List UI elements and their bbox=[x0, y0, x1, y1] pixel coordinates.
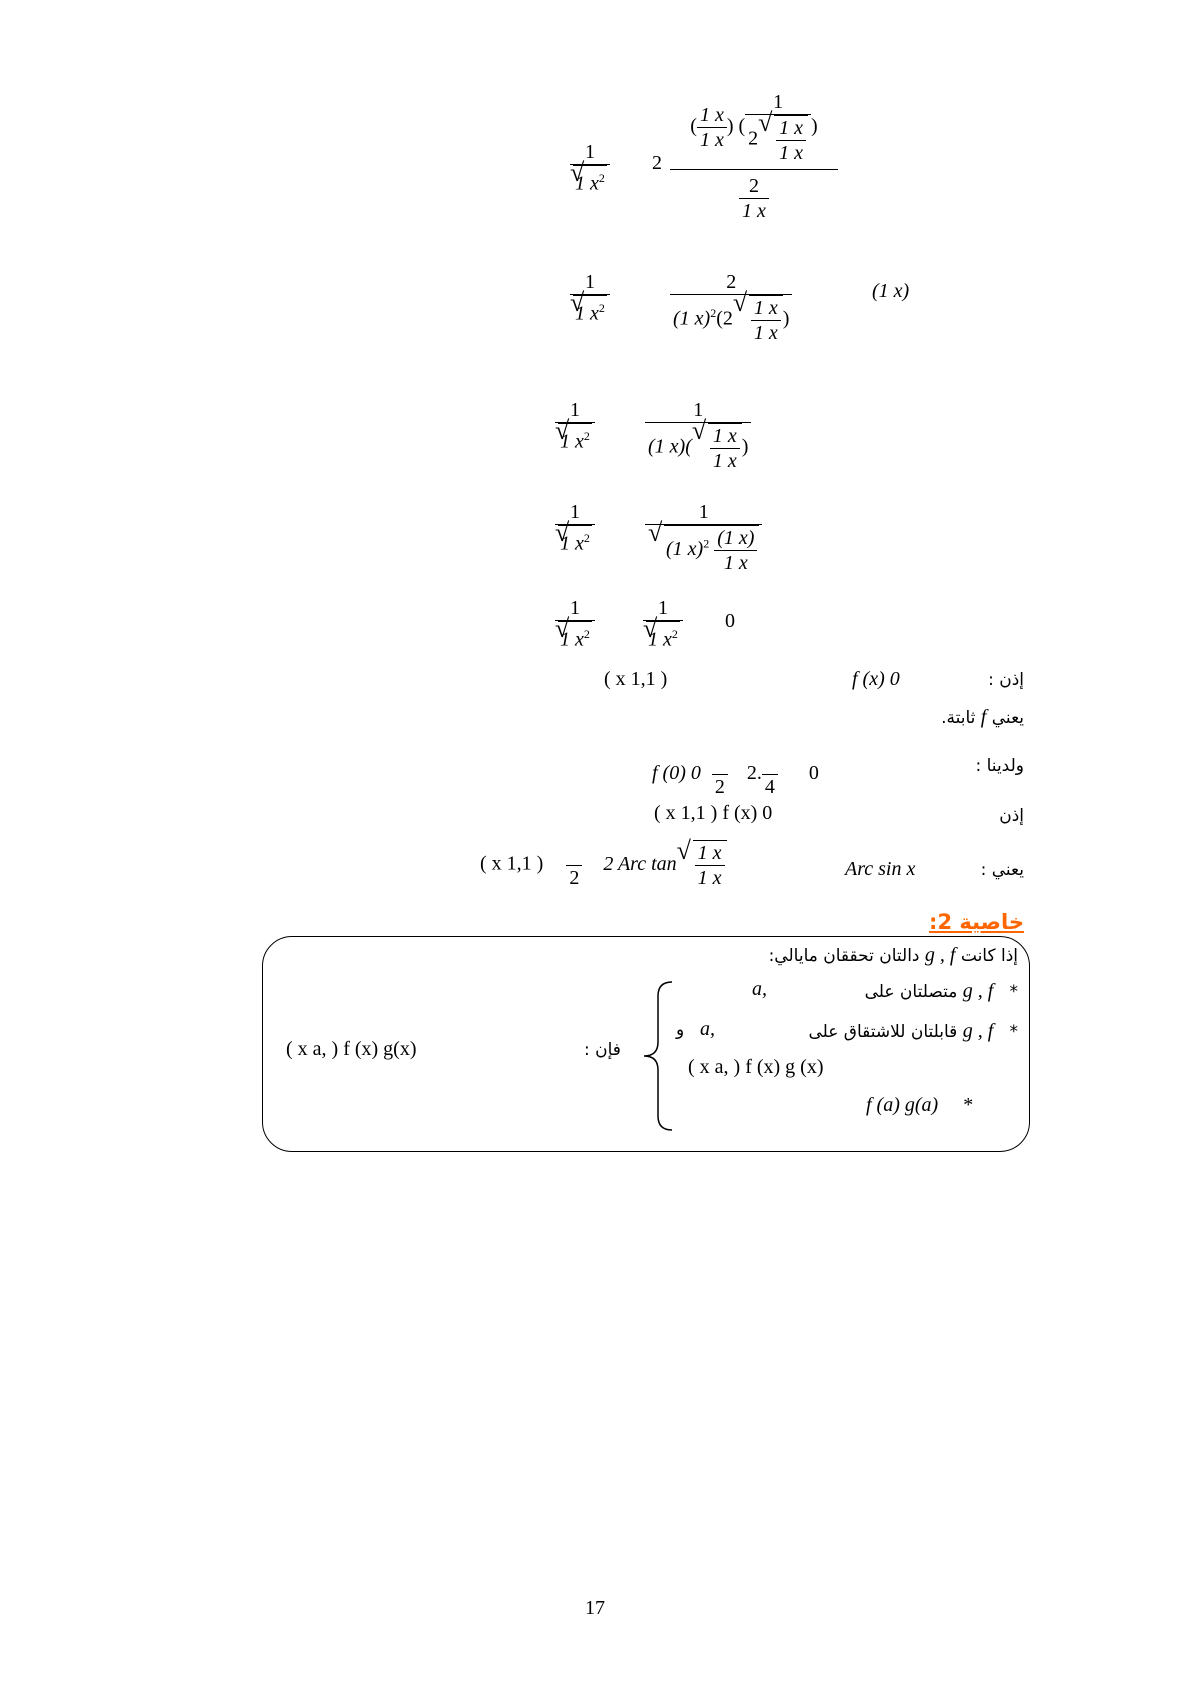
fprime-zero: f (x) 0 bbox=[852, 668, 900, 690]
yaani-line-1: يعني f ثابتة. bbox=[941, 706, 1024, 728]
and-word: و bbox=[676, 1020, 685, 1040]
left-fraction: 1 √ 1 $x^2$ bbox=[570, 140, 610, 196]
idhan-label-1: إذن : bbox=[988, 670, 1024, 690]
idhan-label-2: إذن bbox=[999, 806, 1024, 826]
left-brace bbox=[632, 980, 676, 1132]
values-equal: f (a) g(a) * bbox=[866, 1094, 974, 1116]
condition-differentiable: * g , f قابلتان للاشتقاق على bbox=[808, 1020, 1018, 1042]
property-title: خاصية 2: bbox=[929, 910, 1024, 934]
page-number: 17 bbox=[585, 1597, 605, 1619]
big-fraction: ( $\frac{1 x}{1 x}$ ) ( 1 2 √ $\frac{1 x}{1 x}$ ) $\frac{2}{1 x}$ bbox=[670, 90, 838, 223]
derivatives-equal: ( x a, ) f (x) g (x) bbox=[688, 1056, 824, 1078]
yaani-label-2: يعني : bbox=[980, 860, 1024, 880]
f0-value: f (0) 0 2 2. 4 0 bbox=[652, 750, 819, 799]
cond2-interval: a, bbox=[700, 1018, 715, 1040]
arcsin-term: Arc sin x bbox=[845, 858, 916, 880]
cond1-interval: a, bbox=[752, 978, 767, 1000]
conclusion-equation: ( x a, ) f (x) g(x) bbox=[286, 1038, 417, 1060]
f-zero-domain: ( x 1,1 ) f (x) 0 bbox=[654, 802, 773, 824]
ladayna-label: ولدينا : bbox=[975, 756, 1024, 776]
property-intro: إذا كانت g , f دالتان تحققان مايالي: bbox=[768, 944, 1018, 966]
arctan-expression: ( x 1,1 ) 2 2 Arc tan √ $\frac{1 x}{1 x}$ bbox=[480, 840, 727, 890]
condition-continuous: * g , f متصلتان على bbox=[864, 980, 1018, 1002]
domain-1: ( x 1,1 ) bbox=[604, 668, 668, 690]
then-label: فإن : bbox=[584, 1040, 621, 1060]
